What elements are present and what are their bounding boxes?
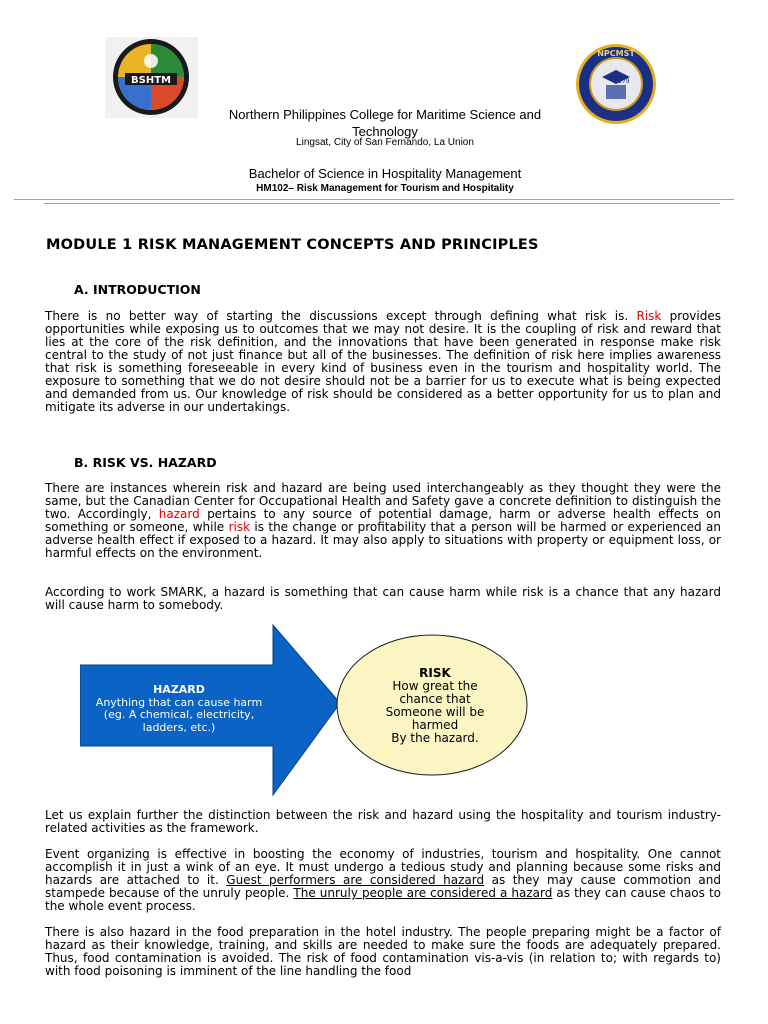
intro-paragraph bbox=[45, 310, 721, 414]
food-paragraph: There is also hazard in the food preparation in the hotel industry. The people preparing might be a factor of hazard as their knowledge, training, and skills are needed to make sure the foods are adequately prepared. Thus, food contamination is avoided. The risk of food contamination vis-a-vis (in relation to; with regards to) with food poisoning is imminent of the line handling the food bbox=[45, 925, 721, 978]
npcmst-seal bbox=[570, 43, 663, 125]
module-title: MODULE 1 RISK MANAGEMENT CONCEPTS AND PRINCIPLES bbox=[46, 237, 539, 253]
risk-title: RISK bbox=[419, 666, 451, 680]
section-b-heading: B. RISK VS. HAZARD bbox=[74, 455, 217, 470]
course-title: HM102– Risk Management for Tourism and Hospitality bbox=[256, 183, 514, 194]
rh-hazard-term: hazard bbox=[158, 507, 200, 521]
rh-risk-term: risk bbox=[228, 520, 251, 534]
header-divider-top bbox=[14, 199, 734, 200]
section-a-heading: A. INTRODUCTION bbox=[74, 282, 201, 297]
risk-desc-4: harmed bbox=[411, 718, 459, 732]
rh-text-1: There are instances wherein risk and hazard are being used interchangeably as they thought they were the same, but the Canadian Center for Occupational Health and Safety gave a concrete definition to distinguish the two. Accordingly, bbox=[45, 481, 721, 521]
npcmst-seal-text: NPCMST bbox=[597, 49, 635, 58]
event-text-2: as they may cause commotion and stampede because of the unruly people. bbox=[45, 873, 722, 900]
risk-desc-1: How great the bbox=[392, 679, 478, 693]
smark-paragraph: According to work SMARK, a hazard is something that can cause harm while risk is a chance that any hazard will cause harm to somebody. bbox=[45, 585, 721, 612]
intro-text-2: provides opportunities while exposing us to outcomes that we may not desire. It is the coupling of risk and reward that lies at the core of the risk definition, and the innovations that have been generated in response make risk central to the study of not just finance but all of the businesses. The definition of risk here implies awareness that risk is something foreseeable in every kind of business even in the tourism and hospitality world. The exposure to something that we do not desire should not be a barrier for us to execute what is being expected and demanded from us. Our knowledge of risk should be considered as a better opportunity for us to plan and mitigate its adverse in our undertakings. bbox=[45, 309, 721, 414]
event-underline-2: The unruly people are considered a hazard bbox=[293, 886, 553, 900]
hazard-desc-3: ladders, etc.) bbox=[142, 720, 216, 734]
bshtm-logo bbox=[105, 37, 198, 118]
intro-risk-term: Risk bbox=[636, 309, 662, 323]
risk-box bbox=[362, 667, 508, 745]
event-text-3: as they can cause chaos to the whole event process. bbox=[45, 886, 721, 913]
bshtm-logo-text: BSHTM bbox=[131, 75, 171, 86]
college-address: Lingsat, City of San Fernando, La Union bbox=[296, 137, 474, 148]
event-underline-1: Guest performers are considered hazard bbox=[226, 873, 485, 887]
college-name bbox=[195, 106, 575, 140]
npcmst-year: 1979 bbox=[614, 78, 630, 85]
rh-text-2: pertains to any source of potential damage, harm or adverse health effects on something or someone, while bbox=[45, 507, 721, 534]
risk-desc-5: By the hazard. bbox=[391, 731, 479, 745]
hazard-desc-1: Anything that can cause harm bbox=[95, 695, 263, 709]
hazard-box bbox=[88, 684, 270, 734]
college-name-line1: Northern Philippines College for Maritime Science and bbox=[228, 107, 542, 122]
event-paragraph bbox=[45, 848, 721, 913]
risk-desc-3: Someone will be bbox=[385, 705, 485, 719]
rh-text-3: is the change or profitability that a person will be harmed or experienced an adverse health effect if exposed to a hazard. It may also apply to situations with property or equipment loss, or harmful effects on the environment. bbox=[45, 520, 721, 560]
degree-title: Bachelor of Science in Hospitality Management bbox=[248, 166, 522, 181]
event-text-1: Event organizing is effective in boosting the economy of industries, tourism and hospitality. One cannot accomplish it in just a wink of an eye. It must undergo a tedious study and planning because some risks and hazards are attached to it. bbox=[45, 847, 721, 887]
header-divider-bottom bbox=[44, 203, 720, 204]
risk-desc-2: chance that bbox=[399, 692, 471, 706]
intro-text-1: There is no better way of starting the discussions except through defining what risk is. bbox=[45, 309, 637, 323]
hazard-desc-2: (eg. A chemical, electricity, bbox=[103, 708, 255, 721]
hazard-title: HAZARD bbox=[153, 683, 205, 696]
risk-hazard-paragraph bbox=[45, 482, 721, 560]
framework-paragraph: Let us explain further the distinction between the risk and hazard using the hospitality and tourism industry-related activities as the framework. bbox=[45, 808, 721, 835]
college-name-line2: Technology bbox=[352, 124, 418, 139]
